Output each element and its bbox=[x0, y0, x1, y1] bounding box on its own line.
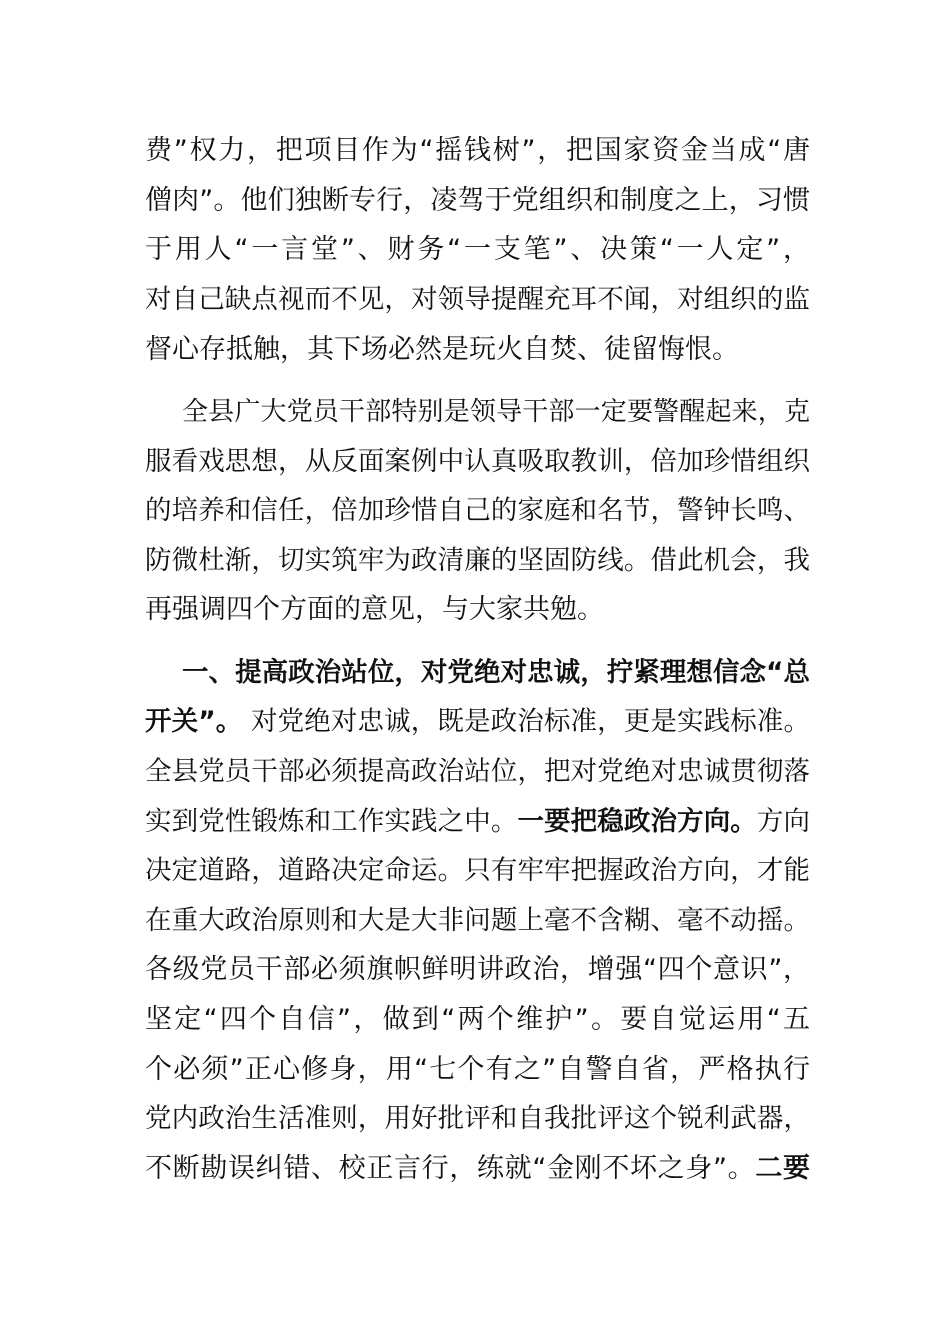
text-span: 方向 bbox=[756, 806, 811, 837]
text-line: 费”权力，把项目作为“摇钱树”，把国家资金当成“唐 bbox=[145, 135, 810, 166]
text-line: 全县党员干部必须提高政治站位，把对党绝对忠诚贯彻落 bbox=[145, 756, 810, 787]
text-line: 个必须”正心修身，用“七个有之”自警自省，严格执行 bbox=[145, 1054, 810, 1085]
text-line: 的培养和信任，倍加珍惜自己的家庭和名节，警钟长鸣、 bbox=[145, 495, 810, 526]
text-line: 全县广大党员干部特别是领导干部一定要警醒起来，克 bbox=[182, 397, 810, 427]
text-line: 僧肉”。他们独断专行，凌驾于党组织和制度之上，习惯 bbox=[145, 185, 810, 216]
subheading-one: 一要把稳政治方向。 bbox=[517, 806, 757, 837]
text-line: 于用人“一言堂”、财务“一支笔”、决策“一人定”， bbox=[145, 234, 810, 265]
text-line: 督心存抵触，其下场必然是玩火自焚、徒留悔恨。 bbox=[145, 334, 739, 365]
text-line: 对自己缺点视而不见，对领导提醒充耳不闻，对组织的监 bbox=[145, 284, 810, 315]
text-line: 服看戏思想，从反面案例中认真吸取教训，倍加珍惜组织 bbox=[145, 446, 810, 477]
text-line: 在重大政治原则和大是大非问题上毫不含糊、毫不动摇。 bbox=[145, 905, 810, 936]
section-heading: 一、提高政治站位，对党绝对忠诚，拧紧理想信念“总 bbox=[182, 657, 810, 688]
text-line bbox=[145, 1149, 810, 1189]
section-heading-end: 开关”。 bbox=[145, 706, 243, 737]
text-line bbox=[145, 802, 810, 842]
subheading-two: 二要 bbox=[755, 1153, 810, 1184]
text-line: 各级党员干部必须旗帜鲜明讲政治，增强“四个意识”， bbox=[145, 954, 810, 985]
text-span: 不断勘误纠错、校正言行，练就“金刚不坏之身”。 bbox=[145, 1153, 756, 1184]
text-line: 防微杜渐，切实筑牢为政清廉的坚固防线。借此机会，我 bbox=[145, 545, 810, 576]
text-line: 决定道路，道路决定命运。只有牢牢把握政治方向，才能 bbox=[145, 855, 810, 886]
text-span: 对党绝对忠诚，既是政治标准，更是实践标准。 bbox=[242, 706, 810, 737]
text-line bbox=[145, 702, 810, 742]
text-line: 党内政治生活准则，用好批评和自我批评这个锐利武器， bbox=[145, 1103, 810, 1134]
text-span: 实到党性锻炼和工作实践之中。 bbox=[145, 806, 518, 837]
text-line: 再强调四个方面的意见，与大家共勉。 bbox=[145, 594, 604, 625]
text-line: 坚定“四个自信”，做到“两个维护”。要自觉运用“五 bbox=[145, 1004, 810, 1035]
